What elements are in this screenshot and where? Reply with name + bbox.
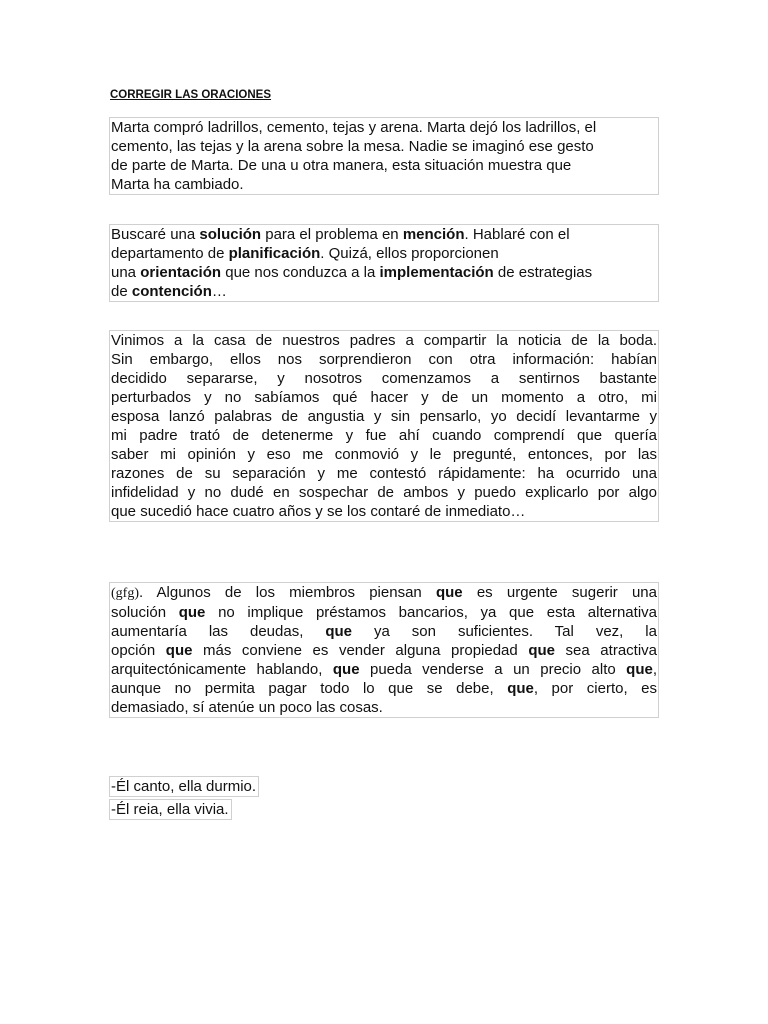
- bold-word: que: [325, 623, 353, 640]
- p4-line: arquitectónicamente hablando, que pueda venderse a un precio alto que,: [111, 661, 658, 678]
- paragraph-4: [109, 582, 659, 718]
- bold-word: orientación: [140, 264, 222, 281]
- p1-line: Marta compró ladrillos, cemento, tejas y arena. Marta dejó los ladrillos, el: [111, 119, 597, 136]
- p4-line: demasiado, sí atenúe un poco las cosas.: [111, 699, 383, 716]
- sentence-2: -Él reia, ella vivia.: [109, 799, 232, 820]
- p3-line: que sucedió hace cuatro años y se los contaré de inmediato…: [111, 503, 526, 520]
- p4-line: aumentaría las deudas, que ya son suficientes. Tal vez, la: [111, 623, 657, 640]
- paragraph-1: [109, 117, 659, 195]
- p2-line: departamento de planificación. Quizá, ellos proporcionen: [111, 245, 499, 262]
- bold-word: contención: [131, 283, 212, 300]
- p2-line: de contención…: [111, 283, 227, 300]
- p1-line: Marta ha cambiado.: [111, 176, 244, 193]
- p3-line: razones de su separación y me contestó rápidamente: ha ocurrido una: [111, 465, 657, 482]
- bold-word: que: [507, 680, 534, 697]
- paragraph-2: [109, 224, 659, 302]
- p3-line: infidelidad y no dudé en sospechar de ambos y puedo explicarlo por algo: [111, 484, 657, 501]
- bold-word: que: [178, 604, 206, 621]
- p1-line: de parte de Marta. De una u otra manera, esta situación muestra que: [111, 157, 572, 174]
- p3-line: saber mi opinión y eso me conmovió y le pregunté, entonces, por las: [111, 446, 657, 463]
- bold-word: que: [435, 584, 463, 601]
- p3-line: decidido separarse, y nosotros comenzamos a sentirnos bastante: [111, 370, 657, 387]
- tag-text: (gfg): [111, 586, 139, 601]
- p3-line: perturbados y no sabíamos qué hacer y de un momento a otro, mi: [111, 389, 657, 406]
- p4-line: aunque no permita pagar todo lo que se debe, que, por cierto, es: [111, 680, 657, 697]
- bold-word: implementación: [379, 264, 494, 281]
- p4-line: solución que no implique préstamos bancarios, ya que esta alternativa: [111, 604, 657, 621]
- p1-line: cemento, las tejas y la arena sobre la mesa. Nadie se imaginó ese gesto: [111, 138, 594, 155]
- p2-line: Buscaré una solución para el problema en mención. Hablaré con el: [111, 226, 570, 243]
- bold-word: planificación: [228, 245, 321, 262]
- page-title: CORREGIR LAS ORACIONES: [110, 89, 272, 101]
- p2-line: una orientación que nos conduzca a la implementación de estrategias: [111, 264, 593, 281]
- bold-word: solución: [199, 226, 262, 243]
- p3-line: mi padre trató de detenerme y fue ahí cuando comprendí que quería: [111, 427, 657, 444]
- p3-line: Sin embargo, ellos nos sorprendieron con otra información: habían: [111, 351, 657, 368]
- bold-word: mención: [402, 226, 465, 243]
- p4-line: opción que más conviene es vender alguna propiedad que sea atractiva: [111, 642, 657, 659]
- sentence-1: -Él canto, ella durmio.: [109, 776, 259, 797]
- paragraph-3: [109, 330, 659, 522]
- bold-word: que: [332, 661, 360, 678]
- p3-line: Vinimos a la casa de nuestros padres a compartir la noticia de la boda.: [111, 332, 657, 349]
- p4-line: (gfg). Algunos de los miembros piensan que es urgente sugerir una: [111, 584, 657, 601]
- p3-line: esposa lanzó palabras de angustia y sin pensarlo, yo decidí levantarme y: [111, 408, 657, 425]
- bold-word: que: [626, 661, 653, 678]
- bold-word: que: [165, 642, 193, 659]
- bold-word: que: [528, 642, 555, 659]
